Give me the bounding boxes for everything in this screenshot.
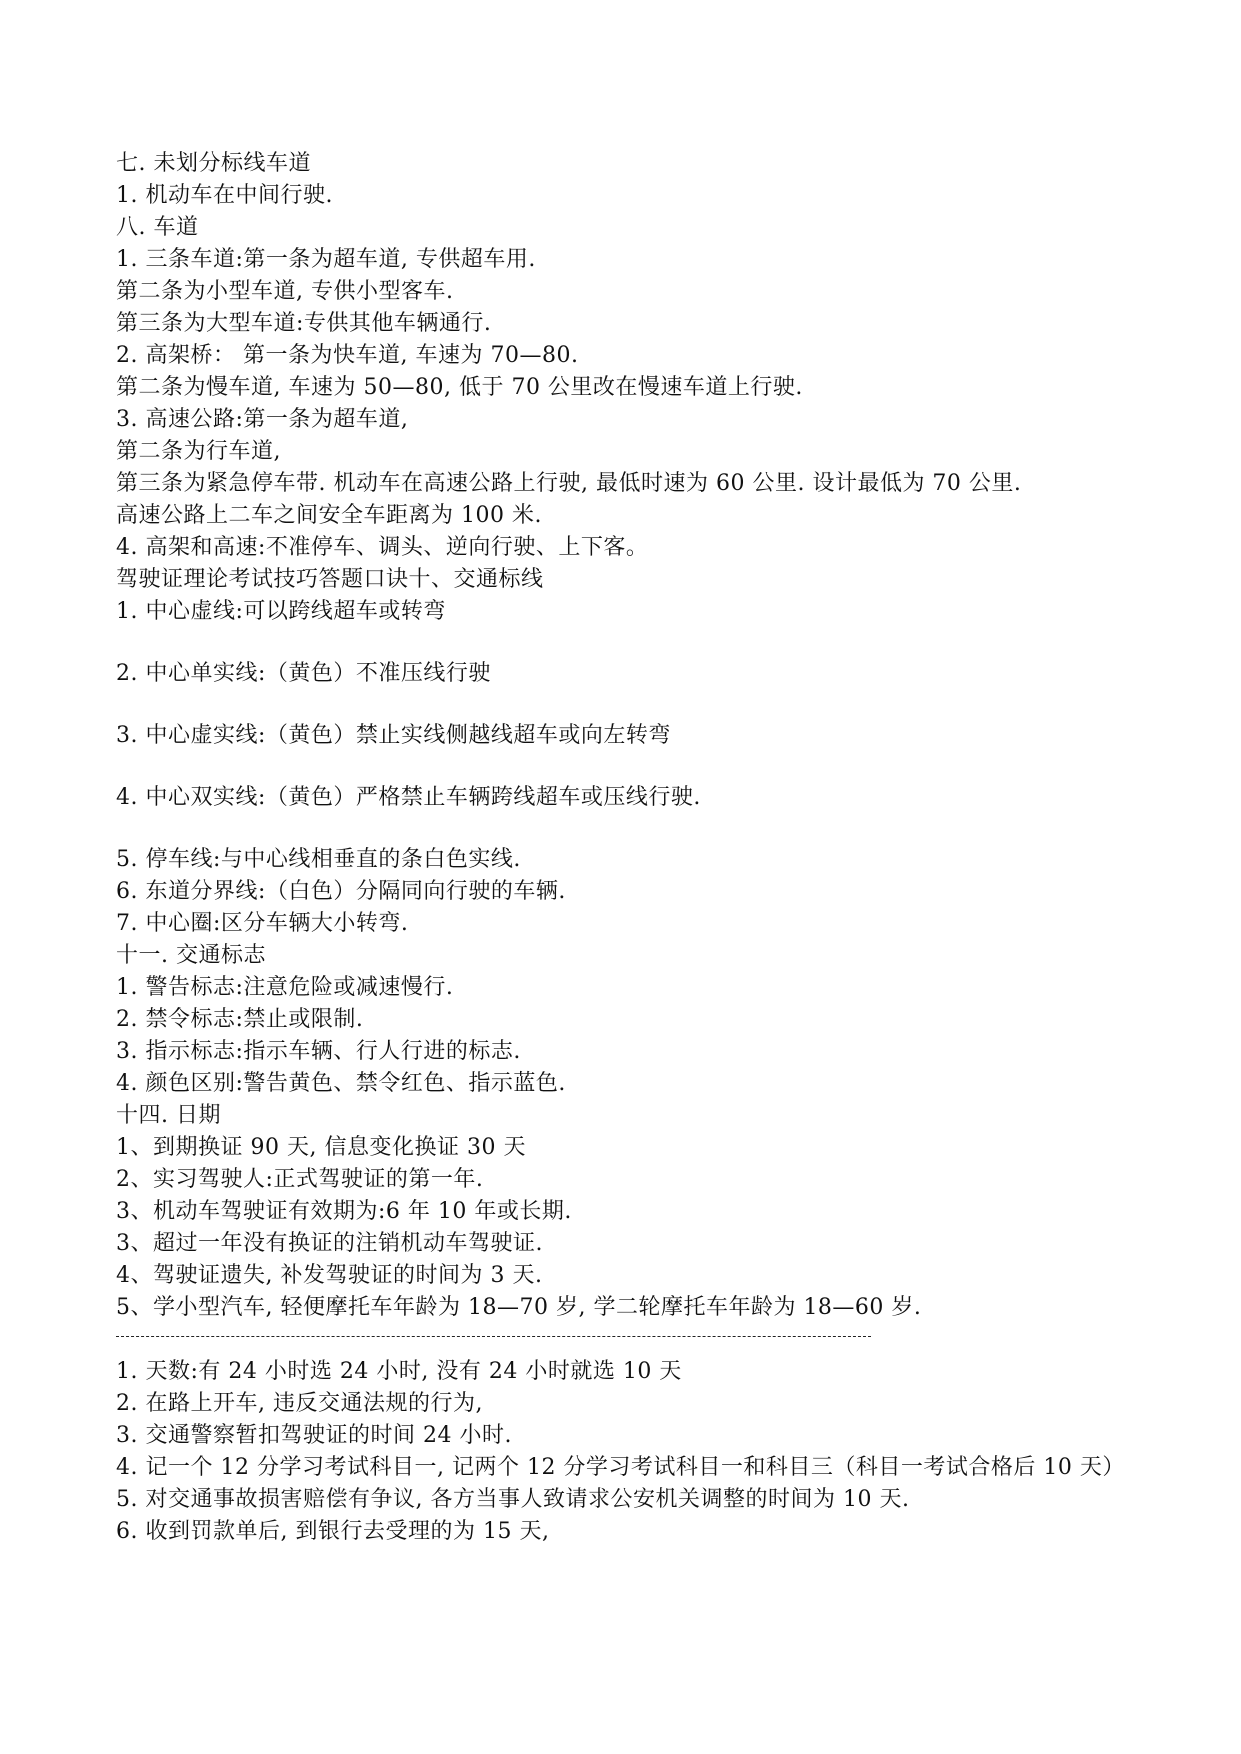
text-line: 1. 天数:有 24 小时选 24 小时, 没有 24 小时就选 10 天 (116, 1359, 682, 1384)
text-line: 第三条为大型车道:专供其他车辆通行. (116, 311, 492, 336)
text-line: 1. 警告标志:注意危险或减速慢行. (116, 975, 454, 1000)
text-line: 7. 中心圈:区分车辆大小转弯. (116, 911, 409, 936)
text-line: 3. 指示标志:指示车辆、行人行进的标志. (116, 1039, 521, 1064)
text-line: 5. 停车线:与中心线相垂直的条白色实线. (116, 847, 521, 872)
text-line: 4. 记一个 12 分学习考试科目一, 记两个 12 分学习考试科目一和科目三（科目一考试合格后 10 天） (116, 1455, 1125, 1480)
text-line: 2、实习驾驶人:正式驾驶证的第一年. (116, 1167, 484, 1192)
text-line: 第三条为紧急停车带. 机动车在高速公路上行驶, 最低时速为 60 公里. 设计最低为 70 公里. (116, 471, 1022, 496)
blank-line (116, 690, 1126, 720)
text-line: 4. 中心双实线:（黄色）严格禁止车辆跨线超车或压线行驶. (116, 785, 701, 810)
text-line: 4. 高架和高速:不准停车、调头、逆向行驶、上下客。 (116, 535, 649, 560)
blank-line (116, 628, 1126, 658)
text-line: 5. 对交通事故损害赔偿有争议, 各方当事人致请求公安机关调整的时间为 10 天. (116, 1487, 910, 1512)
section-heading: 驾驶证理论考试技巧答题口诀十、交通标线 (116, 567, 544, 592)
text-line: 第二条为小型车道, 专供小型客车. (116, 279, 454, 304)
text-line: 1. 机动车在中间行驶. (116, 183, 333, 208)
text-line: 3. 中心虚实线:（黄色）禁止实线侧越线超车或向左转弯 (116, 723, 671, 748)
text-line: 3、机动车驾驶证有效期为:6 年 10 年或长期. (116, 1199, 572, 1224)
dashed-divider (116, 1324, 1126, 1356)
text-line: 2. 在路上开车, 违反交通法规的行为, (116, 1391, 483, 1416)
text-line: 第二条为慢车道, 车速为 50—80, 低于 70 公里改在慢速车道上行驶. (116, 375, 803, 400)
text-line: 3. 交通警察暂扣驾驶证的时间 24 小时. (116, 1423, 512, 1448)
text-line: 2. 中心单实线:（黄色）不准压线行驶 (116, 661, 491, 686)
text-line: 1. 中心虚线:可以跨线超车或转弯 (116, 599, 446, 624)
section-heading: 八. 车道 (116, 215, 199, 240)
text-line: 6. 东道分界线:（白色）分隔同向行驶的车辆. (116, 879, 566, 904)
text-line: 3. 高速公路:第一条为超车道, (116, 407, 409, 432)
text-line: 1、到期换证 90 天, 信息变化换证 30 天 (116, 1135, 526, 1160)
text-line: 6. 收到罚款单后, 到银行去受理的为 15 天, (116, 1519, 550, 1544)
text-line: 高速公路上二车之间安全车距离为 100 米. (116, 503, 542, 528)
text-line: 4. 颜色区别:警告黄色、禁令红色、指示蓝色. (116, 1071, 566, 1096)
section-heading: 七. 未划分标线车道 (116, 151, 311, 176)
section-heading: 十一. 交通标志 (116, 943, 266, 968)
text-line: 2. 高架桥： 第一条为快车道, 车速为 70—80. (116, 343, 579, 368)
text-line: 3、超过一年没有换证的注销机动车驾驶证. (116, 1231, 543, 1256)
section-heading: 十四. 日期 (116, 1103, 221, 1128)
blank-line (116, 814, 1126, 844)
text-line: 第二条为行车道, (116, 439, 281, 464)
blank-line (116, 752, 1126, 782)
document-body (116, 148, 1126, 1548)
text-line: 5、学小型汽车, 轻便摩托车年龄为 18—70 岁, 学二轮摩托车年龄为 18—60 岁. (116, 1295, 922, 1320)
text-line: 1. 三条车道:第一条为超车道, 专供超车用. (116, 247, 536, 272)
text-line: 2. 禁令标志:禁止或限制. (116, 1007, 364, 1032)
text-line: 4、驾驶证遗失, 补发驾驶证的时间为 3 天. (116, 1263, 543, 1288)
